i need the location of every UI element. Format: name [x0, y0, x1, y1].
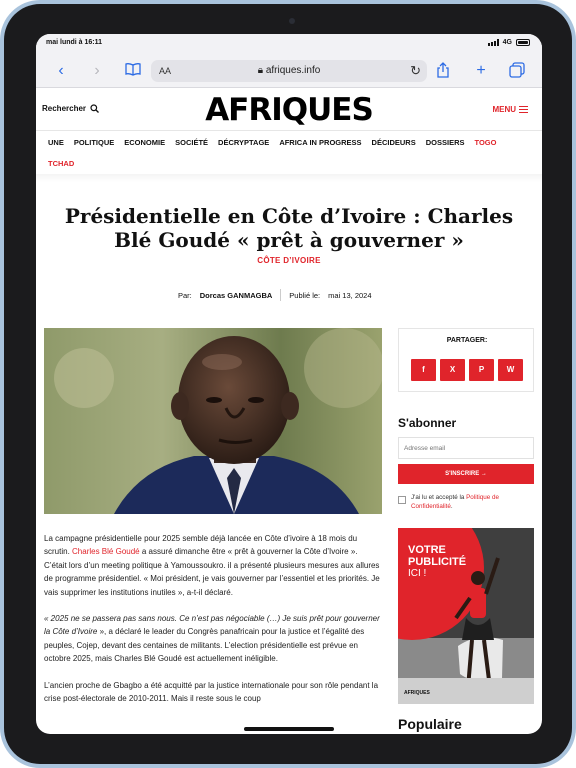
link-charles-ble-goude[interactable]: Charles Blé Goudé — [72, 547, 140, 557]
nav-item-politique[interactable]: POLITIQUE — [73, 138, 115, 147]
nav-item-decryptage[interactable]: DÉCRYPTAGE — [218, 138, 270, 147]
nav-item-togo[interactable]: TOGO — [474, 138, 497, 147]
subscribe-title: S'abonner — [398, 416, 457, 430]
nav-item-africa-in-progress[interactable]: AFRICA IN PROGRESS — [279, 138, 362, 147]
ad-text — [408, 544, 466, 580]
network-label: 4G — [502, 39, 512, 46]
paragraph-2-quote: « 2025 ne se passera pas sans nous. Ce n’est pas négociable (…) Je suis prêt pour gouverner la Côte d’Ivoire — [44, 614, 380, 637]
screen — [36, 34, 542, 734]
consent-end: . — [450, 502, 453, 510]
article-photo — [44, 328, 382, 514]
nav-item-economie[interactable]: ECONOMIE — [124, 138, 166, 147]
email-field[interactable] — [398, 437, 534, 459]
bookmarks-icon[interactable] — [124, 62, 142, 80]
paragraph-1 — [44, 532, 382, 599]
whatsapp-share-button[interactable]: W — [498, 359, 523, 381]
main-nav — [36, 130, 542, 174]
paragraph-2-text: », a déclaré le leader du Congrès panafricain pour la justice et l’égalité des peuples, Cojep, devant des centaines de militants. L’election présidentielle est prévue en octobre 2025, mais Charles Blé Goudé est actuellement inéligible. — [44, 627, 365, 664]
status-bar — [36, 34, 542, 54]
signal-icon — [488, 39, 499, 46]
nav-item-decideurs[interactable]: DÉCIDEURS — [371, 138, 416, 147]
camera-dot — [289, 18, 295, 24]
share-icon[interactable] — [434, 62, 452, 80]
url-text — [151, 65, 427, 76]
article-title: Présidentielle en Côte d’Ivoire : Charles Blé Goudé « prêt à gouverner » — [64, 204, 514, 252]
byline-separator — [280, 289, 281, 301]
reload-icon[interactable]: ↻ — [410, 63, 421, 78]
subscribe-button[interactable]: S'INSCRIRE → — [398, 464, 534, 484]
ad-footer-logo: AFRIQUES — [404, 690, 430, 696]
paragraph-2 — [44, 612, 382, 666]
pinterest-share-button[interactable]: P — [469, 359, 494, 381]
share-title: PARTAGER: — [446, 337, 488, 344]
x-share-button[interactable]: X — [440, 359, 465, 381]
status-right — [488, 39, 530, 46]
status-time: mai lundi à 16:11 — [46, 39, 103, 46]
paragraph-1-text: La campagne présidentielle pour 2025 semble déjà lancée en Côte d’ivoire à 18 mois du scrutin. — [44, 534, 358, 557]
back-icon[interactable]: ‹ — [58, 62, 64, 79]
ad-line-2: PUBLICITÉ — [408, 556, 467, 568]
facebook-share-button[interactable]: f — [411, 359, 436, 381]
browser-toolbar — [36, 54, 542, 88]
popular-title: Populaire — [398, 716, 462, 732]
paragraph-1-text-cont: a assuré dimanche être « prêt à gouverner la Côte d’Ivoire ». C’était lors d’un meeting politique à Yamoussoukro. il a présenté plusieurs mesures aux allures de programme présidentiel. « Moi président, je vais gouverner par l’essentiel et les priorités. Je vais supprimer les institutions inutiles », a-t-il déclaré. — [44, 547, 380, 597]
consent-text — [411, 494, 534, 511]
nav-item-tchad[interactable]: TCHAD — [48, 159, 75, 168]
ad-line-3: ICI ! — [408, 568, 427, 579]
address-bar[interactable] — [151, 60, 427, 82]
ad-line-1: VOTRE — [408, 544, 446, 556]
nav-item-dossiers[interactable]: DOSSIERS — [425, 138, 465, 147]
lock-icon: 🔒︎ — [257, 65, 264, 76]
share-box — [398, 328, 534, 392]
consent-label: J'ai lu et accepté la — [411, 494, 467, 501]
nav-item-societe[interactable]: SOCIÉTÉ — [175, 138, 209, 147]
article-category[interactable]: CÔTE D’IVOIRE — [257, 256, 321, 265]
author-name[interactable]: Dorcas GANMAGBA — [199, 290, 273, 300]
site-header — [36, 88, 542, 130]
hamburger-icon — [519, 106, 528, 113]
article-body — [44, 532, 382, 718]
tabs-icon[interactable] — [508, 62, 526, 80]
paragraph-3: L’ancien proche de Gbagbo a été acquitté par la justice internationale pour son rôle pendant la crise post-électorale de 2010-2011. Mais il reste sous le coup — [44, 680, 379, 704]
url-value: afriques.info — [265, 65, 321, 76]
home-indicator[interactable] — [244, 727, 334, 731]
share-buttons — [411, 359, 523, 381]
new-tab-icon[interactable]: + — [476, 62, 486, 79]
menu-button[interactable] — [492, 105, 528, 114]
nav-item-une[interactable]: UNE — [48, 138, 64, 147]
search-label: Rechercher — [42, 104, 87, 113]
date-label: Publié le: — [289, 290, 321, 300]
header-shadow — [36, 174, 542, 182]
author-label: Par: — [178, 290, 192, 300]
reader-button[interactable]: AA — [159, 66, 172, 76]
battery-icon — [516, 39, 530, 46]
consent-row — [398, 494, 534, 511]
privacy-policy-link[interactable]: Politique de Confidentialité — [411, 494, 500, 510]
byline — [178, 289, 372, 301]
forward-icon[interactable]: › — [94, 62, 100, 79]
site-logo[interactable]: AFRIQUES — [205, 92, 373, 128]
consent-checkbox[interactable] — [398, 496, 406, 504]
menu-label: MENU — [492, 105, 516, 114]
ad-banner[interactable] — [398, 528, 534, 704]
publish-date: mai 13, 2024 — [328, 290, 372, 300]
